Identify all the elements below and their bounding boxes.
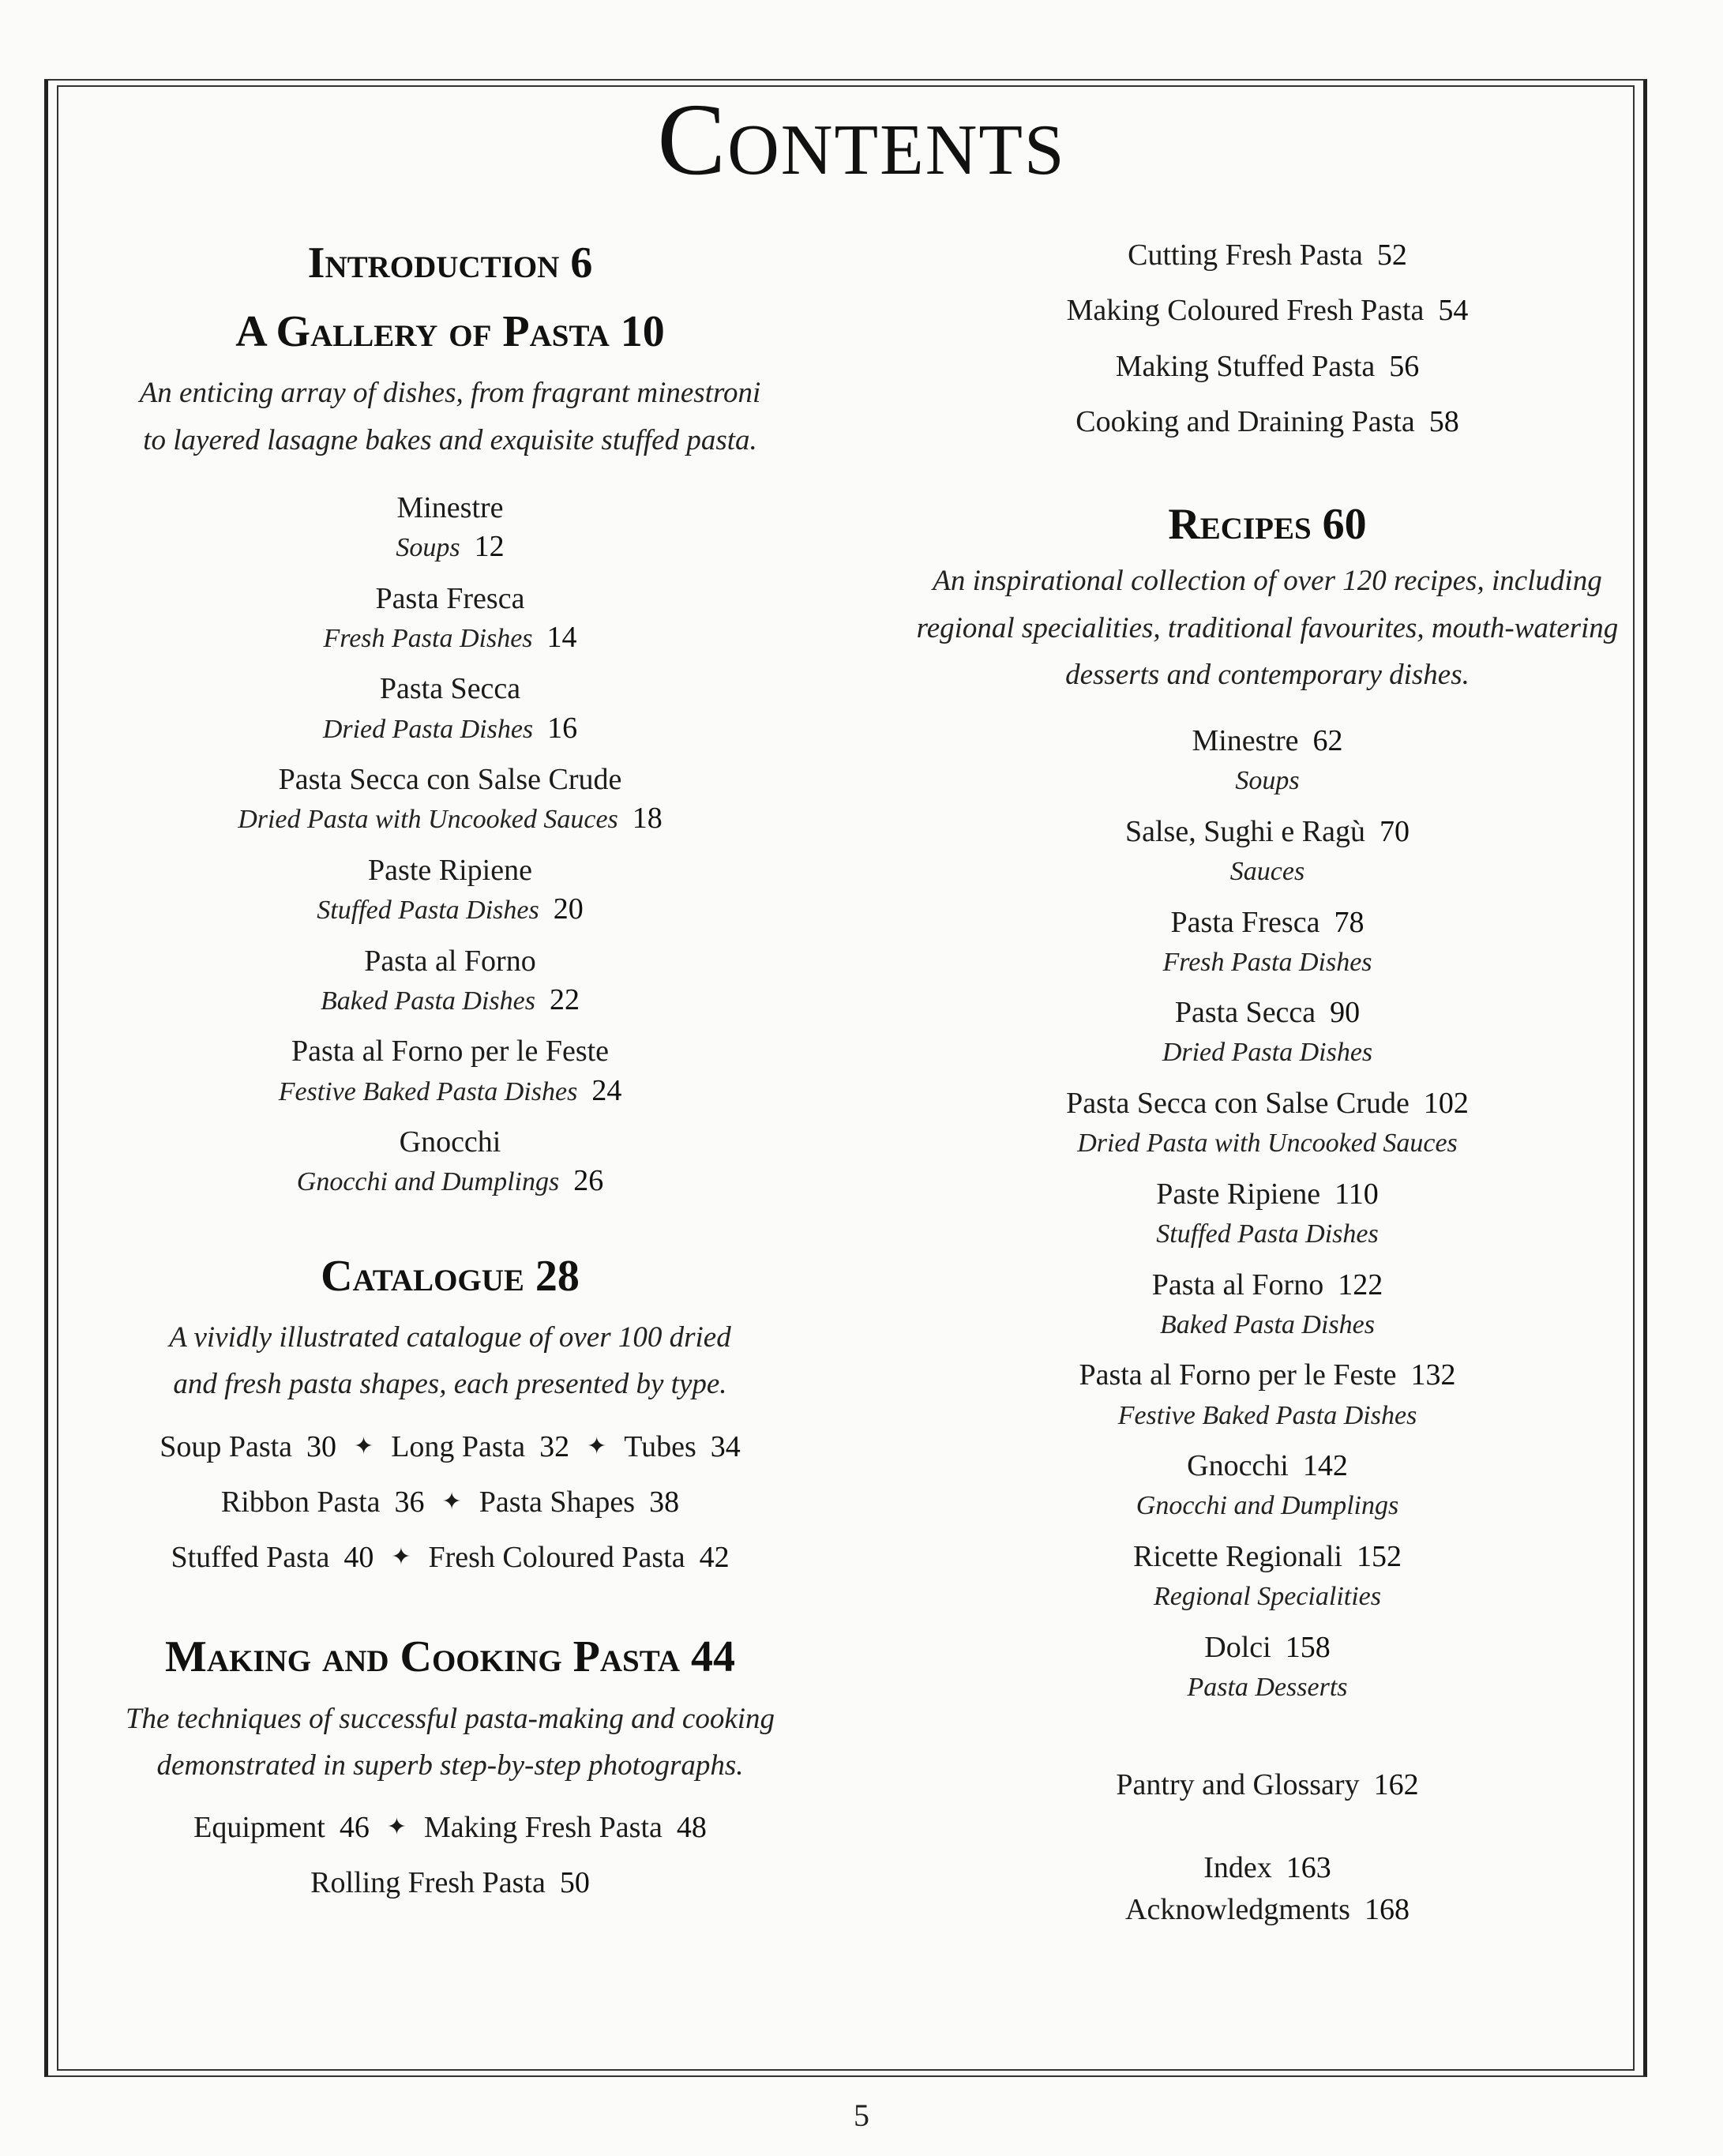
toc-entry[interactable]: Making Stuffed Pasta 56 <box>1115 349 1420 383</box>
making-description: The techniques of successful pasta-making and cooking demonstrated in superb step-by-step photographs. <box>125 1702 775 1782</box>
toc-entry[interactable]: Soup Pasta 30 <box>160 1429 337 1463</box>
toc-entry[interactable]: Cutting Fresh Pasta 52 <box>1128 239 1407 272</box>
diamond-separator-icon: ✦ <box>587 1433 607 1459</box>
toc-entry[interactable]: Equipment 46 <box>193 1811 370 1845</box>
diamond-separator-icon: ✦ <box>441 1488 462 1515</box>
toc-entry-acknowledgments[interactable]: Acknowledgments 168 <box>1125 1893 1410 1927</box>
toc-entry[interactable]: Ribbon Pasta 36 <box>220 1485 425 1519</box>
gallery-description: An enticing array of dishes, from fragrant minestroni to layered lasagne bakes and exquisite stuffed pasta. <box>139 377 761 456</box>
toc-entry[interactable]: Stuffed Pasta 40 <box>171 1541 374 1575</box>
toc-entry[interactable]: Pasta al Forno per le Feste 132 Festive Baked Pasta Dishes <box>1079 1358 1456 1430</box>
toc-entry[interactable]: Pasta al Forno Baked Pasta Dishes 22 <box>321 944 580 1016</box>
toc-entry[interactable]: Pasta al Forno per le Feste Festive Baked Pasta Dishes 24 <box>278 1035 622 1107</box>
toc-entry[interactable]: Pasta Secca con Salse Crude 102 Dried Pasta with Uncooked Sauces <box>1066 1087 1469 1159</box>
toc-entry-pantry[interactable]: Pantry and Glossary 162 <box>1116 1767 1419 1801</box>
toc-entry[interactable]: Cooking and Draining Pasta 58 <box>1075 404 1459 438</box>
toc-entry[interactable]: Gnocchi Gnocchi and Dumplings 26 <box>296 1125 604 1198</box>
toc-entry[interactable]: Minestre 62 Soups <box>1192 723 1343 796</box>
toc-entry[interactable]: Pasta Fresca Fresh Pasta Dishes 14 <box>323 581 577 654</box>
catalogue-row <box>87 1419 813 1474</box>
making-row <box>87 1855 813 1910</box>
making-row <box>87 1800 813 1855</box>
diamond-separator-icon: ✦ <box>354 1433 374 1459</box>
toc-entry[interactable]: Fresh Coloured Pasta 42 <box>428 1541 730 1575</box>
section-making-cooking[interactable]: Making and Cooking Pasta 44 <box>165 1632 735 1682</box>
toc-entry[interactable]: Pasta Shapes 38 <box>479 1485 680 1519</box>
section-gallery[interactable]: A Gallery of Pasta 10 <box>235 307 665 357</box>
gallery-entries <box>87 487 813 1201</box>
toc-entry[interactable]: Gnocchi 142 Gnocchi and Dumplings <box>1136 1449 1399 1521</box>
toc-entry[interactable]: Tubes 34 <box>624 1429 741 1463</box>
toc-entry[interactable]: Paste Ripiene Stuffed Pasta Dishes 20 <box>317 853 584 926</box>
catalogue-row <box>87 1530 813 1585</box>
section-recipes[interactable]: Recipes 60 <box>1168 500 1367 550</box>
toc-entry[interactable]: Ricette Regionali 152 Regional Specialities <box>1133 1539 1402 1612</box>
toc-entry[interactable]: Dolci 158 Pasta Desserts <box>1187 1630 1348 1702</box>
toc-entry[interactable]: Pasta Fresca 78 Fresh Pasta Dishes <box>1162 905 1372 977</box>
section-introduction[interactable]: Introduction 6 <box>307 239 593 287</box>
toc-entry[interactable]: Rolling Fresh Pasta 50 <box>310 1866 590 1900</box>
toc-entry[interactable]: Paste Ripiene 110 Stuffed Pasta Dishes <box>1156 1177 1379 1249</box>
toc-entry[interactable]: Pasta al Forno 122 Baked Pasta Dishes <box>1151 1268 1383 1339</box>
toc-entry-index[interactable]: Index 163 <box>1203 1850 1331 1884</box>
section-catalogue[interactable]: Catalogue 28 <box>321 1252 580 1301</box>
making-continued-entries <box>884 227 1650 449</box>
toc-entry[interactable]: Pasta Secca con Salse Crude Dried Pasta with Uncooked Sauces 18 <box>238 763 663 836</box>
diamond-separator-icon: ✦ <box>391 1544 411 1571</box>
left-column <box>87 237 813 1911</box>
diamond-separator-icon: ✦ <box>386 1814 407 1841</box>
recipes-entries <box>884 720 1650 1707</box>
toc-entry[interactable]: Making Fresh Pasta 48 <box>424 1811 707 1845</box>
toc-entry[interactable]: Pasta Secca 90 Dried Pasta Dishes <box>1162 996 1373 1068</box>
right-column <box>884 237 1650 1931</box>
toc-entry[interactable]: Making Coloured Fresh Pasta 54 <box>1066 294 1469 328</box>
toc-entry[interactable]: Pasta Secca Dried Pasta Dishes 16 <box>322 672 578 745</box>
catalogue-entries <box>87 1419 813 1586</box>
toc-entry[interactable]: Long Pasta 32 <box>391 1429 570 1463</box>
page-number: 5 <box>854 2098 869 2133</box>
recipes-description: An inspirational collection of over 120 recipes, including regional specialities, traditional favourites, mouth-watering desserts and contemporary dishes. <box>916 565 1619 691</box>
toc-entry[interactable]: Minestre Soups 12 <box>396 490 505 563</box>
catalogue-row <box>87 1474 813 1530</box>
making-entries <box>87 1800 813 1911</box>
catalogue-description: A vividly illustrated catalogue of over 100 dried and fresh pasta shapes, each presented by type. <box>169 1321 731 1401</box>
page-title: Contents <box>657 83 1066 197</box>
toc-entry[interactable]: Salse, Sughi e Ragù 70 Sauces <box>1125 814 1410 886</box>
